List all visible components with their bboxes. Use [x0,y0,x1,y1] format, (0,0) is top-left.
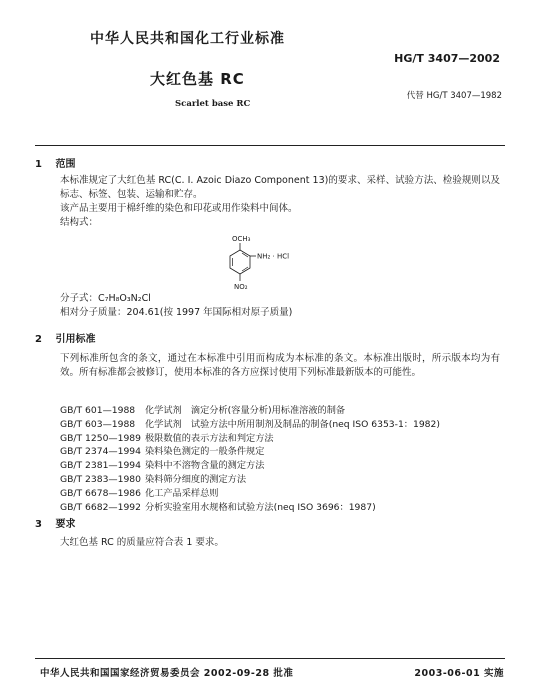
reference-code: GB/T 6682—1992 [60,501,142,513]
reference-row [60,459,440,473]
replaces-standard: 代替 HG/T 3407—1982 [406,91,502,101]
reference-code: GB/T 2383—1980 [60,473,142,485]
reference-code: GB/T 6678—1986 [60,487,142,499]
section-number: 2 [35,334,42,345]
molecular-formula: 分子式：C₇H₈O₃N₂Cl [60,293,151,304]
section-title: 要求 [55,519,76,530]
scope-text-1: 本标准规定了大红色基 RC(C. I. Azoic Diazo Component 13)的要求、采样、试验方法、检验规则以及标志、标签、包装、运输和贮存。 [60,175,500,200]
reference-title: 化工产品采样总则 [145,487,219,499]
structure-bottom-group: NO₂ [234,283,248,291]
reference-code: GB/T 601—1988 [60,405,136,416]
reference-title: 极限数值的表示方法和判定方法 [145,432,274,444]
section-1-heading [35,155,75,170]
reference-row [60,432,440,446]
reference-code: GB/T 2374—1994 [60,446,142,458]
section-title: 引用标准 [55,334,96,345]
reference-code: GB/T 1250—1989 [60,432,142,444]
references-intro [60,352,500,379]
references-intro-text: 下列标准所包含的条文，通过在本标准中引用而构成为本标准的条文。本标准出版时，所示版本均为有效。所有标准都会被修订，使用本标准的各方应探讨使用下列标准最新版本的可能性。 [60,353,500,378]
approval-date: 中华人民共和国国家经济贸易委员会 2002-09-28 批准 [40,668,294,679]
reference-title: 化学试剂 滴定分析(容量分析)用标准溶液的制备 [145,405,346,416]
reference-code: GB/T 603—1988 [60,418,136,430]
reference-row [60,473,440,487]
section-number: 3 [35,519,42,530]
scope-paragraph-1 [60,174,500,201]
implementation-date: 2003-06-01 实施 [414,668,504,679]
header-divider [35,145,505,146]
reference-title: 染料筛分细度的测定方法 [145,473,247,485]
standard-number: HG/T 3407—2002 [394,52,500,65]
molecular-mass: 相对分子质量：204.61(按 1997 年国际相对原子质量) [60,307,293,318]
structure-right-group: NH₂ · HCl [257,252,290,261]
document-title-english: Scarlet base RC [175,99,251,109]
reference-title: 化学试剂 试验方法中所用制剂及制品的制备(neq ISO 6353-1：1982) [145,418,440,430]
reference-title: 染料中不溶物含量的测定方法 [145,460,265,472]
reference-code: GB/T 2381—1994 [60,460,142,472]
reference-title: 染料染色测定的一般条件规定 [145,446,265,458]
reference-row [60,445,440,459]
document-title: 大红色基 RC [150,70,245,88]
scope-paragraph-2: 该产品主要用于棉纤维的染色和印花或用作染料中间体。 [60,203,298,214]
reference-row [60,404,440,418]
issuing-authority: 中华人民共和国化工行业标准 [90,31,285,47]
structure-top-group: OCH₃ [232,235,251,243]
structural-formula [220,232,340,292]
reference-title: 分析实验室用水规格和试验方法(neq ISO 3696：1987) [145,501,376,513]
structure-label: 结构式： [60,217,99,228]
footer-divider [35,658,505,659]
section-3-heading [35,515,75,530]
reference-row [60,487,440,501]
requirements-paragraph: 大红色基 RC 的质量应符合表 1 要求。 [60,537,224,548]
normative-references-list [60,404,440,514]
reference-row [60,418,440,432]
section-title: 范围 [55,159,76,170]
reference-row [60,501,440,515]
section-number: 1 [35,159,42,170]
section-2-heading [35,330,95,345]
benzene-ring [230,250,250,274]
